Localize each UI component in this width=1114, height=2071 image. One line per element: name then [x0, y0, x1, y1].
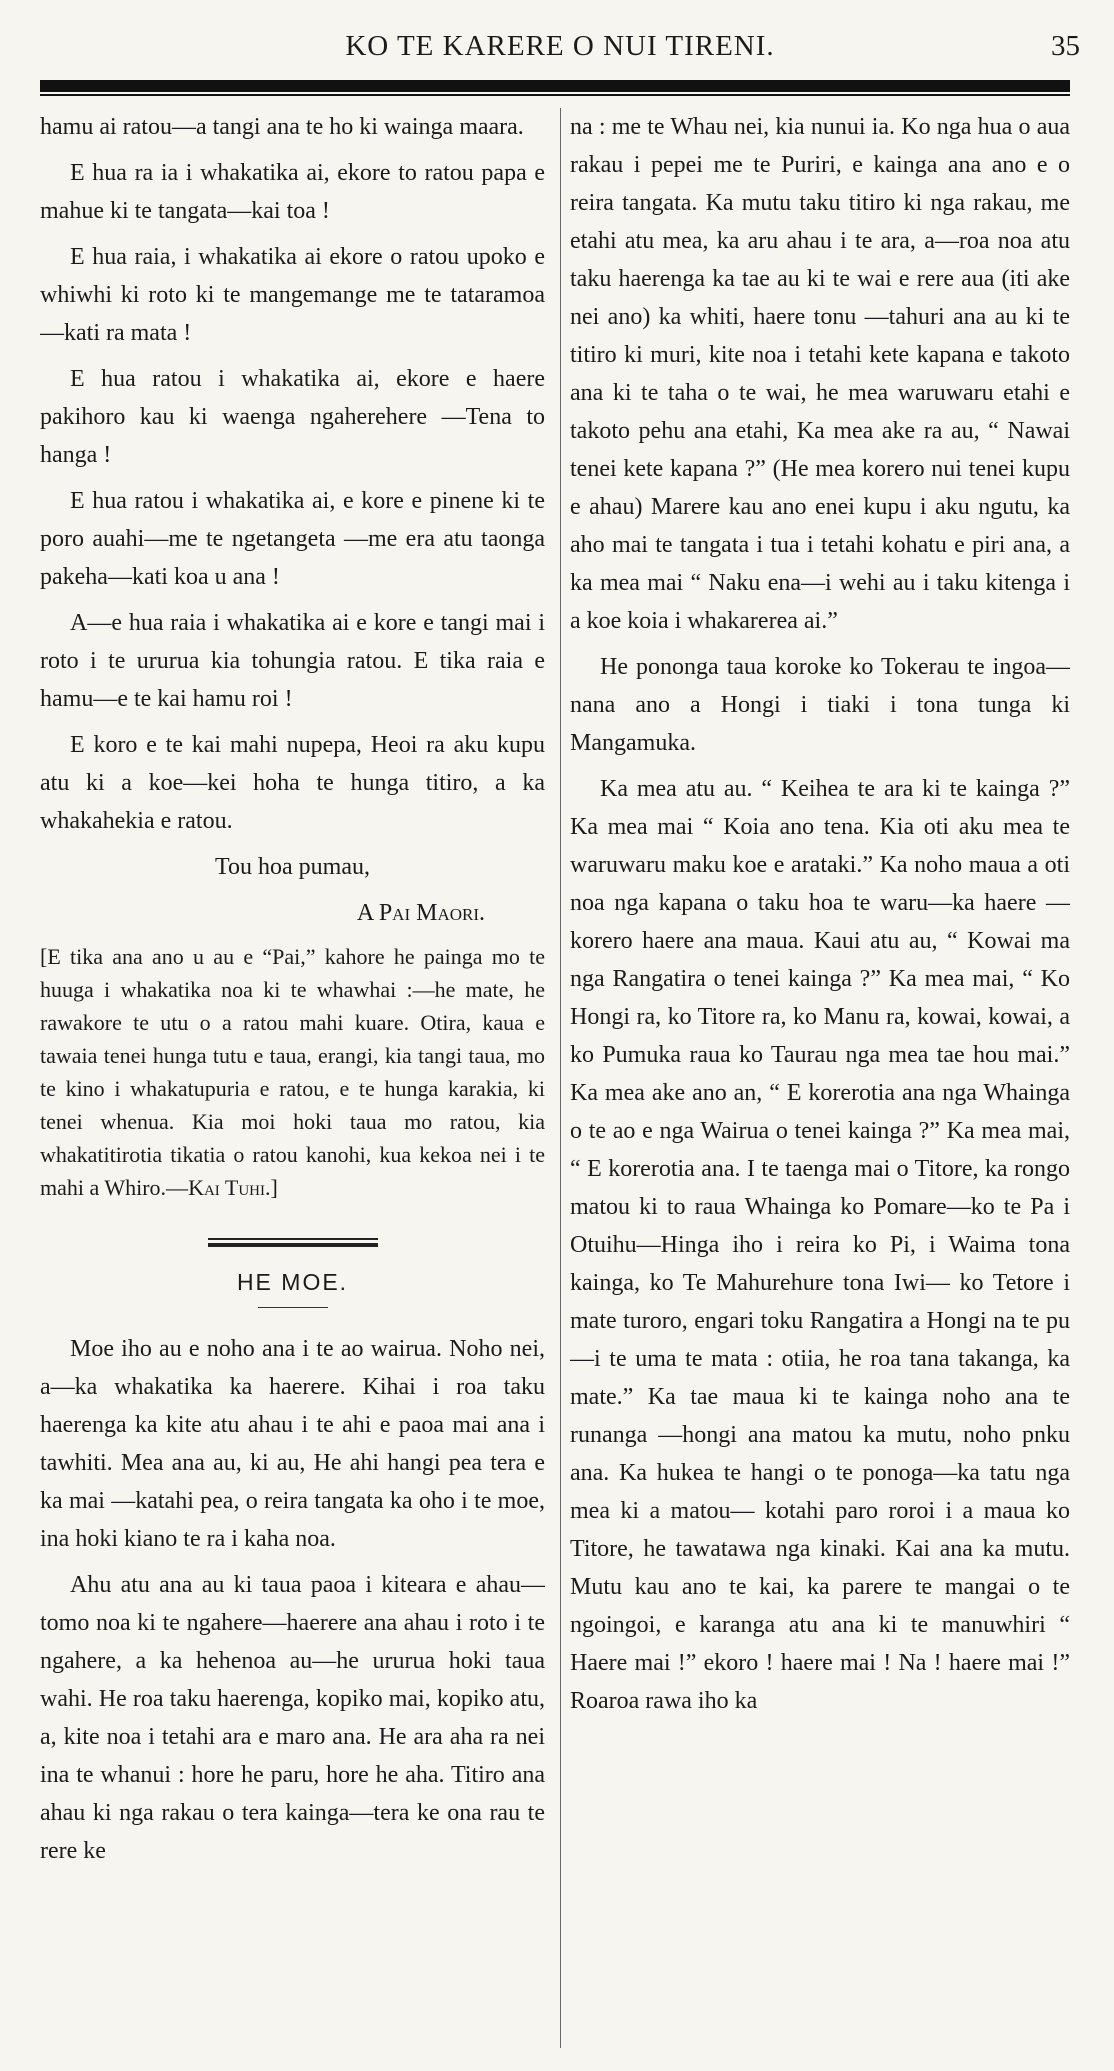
- signature: A Pai Maori.: [356, 900, 485, 926]
- title-underline: [258, 1307, 328, 1308]
- paragraph: E hua ra ia i whakatika ai, ekore to ratou papa e mahue ki te tangata—kai toa !: [40, 160, 545, 224]
- left-column: [40, 108, 545, 2053]
- header-rule-thin: [40, 94, 1070, 96]
- paragraph: E hua ratou i whakatika ai, ekore e haere pakihoro kau ki waenga ngaherehere —Tena to hanga !: [40, 366, 545, 468]
- editor-note: [40, 940, 545, 1204]
- right-column: [570, 108, 1070, 2053]
- paragraph: E hua ratou i whakatika ai, e kore e pinene ki te poro auahi—me te ngetangeta —me era atu taonga pakeha—kati koa u ana !: [40, 488, 545, 590]
- paragraph: hamu ai ratou—a tangi ana te ho ki wainga maara.: [40, 114, 524, 140]
- page-number: 35: [1051, 30, 1080, 62]
- header-rule-thick: [40, 80, 1070, 92]
- editor-note-close: ]: [270, 1175, 278, 1200]
- editor-note-signature: Kai Tuhi.: [188, 1175, 271, 1200]
- section-separator: [208, 1238, 378, 1247]
- paragraph: E koro e te kai mahi nupepa, Heoi ra aku kupu atu ki a koe—kei hoha te hunga titiro, a ka whakahekia e ratou.: [40, 732, 545, 834]
- page-header: [40, 26, 1080, 66]
- section-title: HE MOE.: [236, 1269, 349, 1295]
- paragraph: Moe iho au e noho ana i te ao wairua. Noho nei, a—ka whakatika ka haerere. Kihai i roa taku haerenga ka kite atu ahau i te ahi e paoa mai ana i tawhiti. Mea ana au, ki au, He ahi hangi pea tera e ka mai —katahi pea, o reira tangata ka oho i te moe, ina hoki kiano te ra i kaha noa.: [40, 1336, 545, 1552]
- paragraph: A—e hua raia i whakatika ai e kore e tangi mai i roto i te ururua kia tohungia ratou. E tika raia e hamu—e te kai hamu roi !: [40, 610, 545, 712]
- paragraph: Ahu atu ana au ki taua paoa i kiteara e ahau—tomo noa ki te ngahere—haerere ana ahau i roto i te ngahere, a ka hehenoa au—he ururua hoki taua wahi. He roa taku haerenga, kopiko mai, kopiko atu, a, kite noa i tetahi ara e maro ana. He ara aha ra nei ina te whanui : hore he paru, hore he aha. Titiro ana ahau ki nga rakau o tera kainga—tera ke ona rau te rere ke: [40, 1572, 545, 1864]
- column-divider: [560, 108, 561, 2048]
- newspaper-title: KO TE KARERE O NUI TIRENI.: [345, 30, 775, 62]
- editor-note-text: [E tika ana ano u au e “Pai,” kahore he painga mo te huuga i whakatika noa ki te whawhai :—he mate, he rawakore te utu o a ratou mahi kuare. Otira, kaua e tawaia tenei hunga tutu e taua, erangi, kia tangi taua, mo te kino i whakatupuria e ratou, e te hunga karakia, ki tenei whenua. Kia moi hoki taua mo ratou, kia whakatitirotia tikatia o ratou kanohi, kua kekoa nei i te mahi a Whiro.—: [40, 944, 545, 1200]
- paragraph: Ka mea atu au. “ Keihea te ara ki te kainga ?” Ka mea mai “ Koia ano tena. Kia oti aku mea te waruwaru maku koe e arataki.” Ka noho maua a oti noa nga kapana o taku hoa te waru—ka haere —korero haere ana maua. Kaui atu au, “ Kowai ma nga Rangatira o tenei kainga ?” Ka mea mai, “ Ko Hongi ra, ko Titore ra, ko Manu ra, kowai, kowai, a ko Pumuka raua ko Taurau nga mea tae hou mai.” Ka mea ake ano an, “ E korerotia ana nga Whainga o te ao e nga Wairua o tenei kainga ?” Ka mea mai, “ E korerotia ana. I te taenga mai o Titore, ka rongo matou ki to raua Whainga ko Pomare—ko te Pa i Otuihu—Hinga iho i reira ko Pi, i Waima tona kainga, ko Te Mahurehure tona Iwi— ko Tetore i mate turoro, engari toku Rangatira a Hongi na te pu—i te uma te mata : otiia, he roa tana takanga, ka mate.” Ka tae maua ki te kainga noho ana te runanga —hongi ana matou ka mutu, noho pnku ana. Ka hukea te hangi o te ponoga—ka tatu nga mea ki a matou— kotahi paro roroi i a maua ko Titore, he tawatawa nga kinaki. Kai ana ka mutu. Mutu kau ano te kai, ka parere te mangai o te ngoingoi, e karanga atu ana ki te manuwhiri “ Haere mai !” ekoro ! haere mai ! Na ! haere mai !” Roaroa rawa iho ka: [570, 776, 1070, 1714]
- paragraph: E hua raia, i whakatika ai ekore o ratou upoko e whiwhi ki roto ki te mangemange me te tataramoa—kati ra mata !: [40, 244, 545, 346]
- paragraph: na : me te Whau nei, kia nunui ia. Ko nga hua o aua rakau i pepei me te Puriri, e kainga ana ano e o reira tangata. Ka mutu taku titiro ki nga rakau, me etahi atu mea, ka aru ahau i te ara, a—roa noa atu taku haerenga ka tae au ki te wai e rere aua (iti ake nei ano) ka whiti, haere tonu —tahuri ana au ki te titiro ki muri, kite noa i tetahi kete kapana e takoto ana ki te taha o te wai, he mea waruwaru etahi e takoto pehu ana etahi, Ka mea ake ra au, “ Nawai tenei kete kapana ?” (He mea korero nui tenei kupu e ahau) Marere kau ano enei kupu i aku ngutu, ka aho mai te tangata i tua i tetahi kohatu e piri ana, a ka mea mai “ Naku ena—i wehi au i taku kitenga i a koe koia i whakarerea ai.”: [570, 114, 1070, 634]
- signoff: Tou hoa pumau,: [215, 854, 370, 880]
- paragraph: He pononga taua koroke ko Tokerau te ingoa—nana ano a Hongi i tiaki i tona tunga ki Mangamuka.: [570, 654, 1070, 756]
